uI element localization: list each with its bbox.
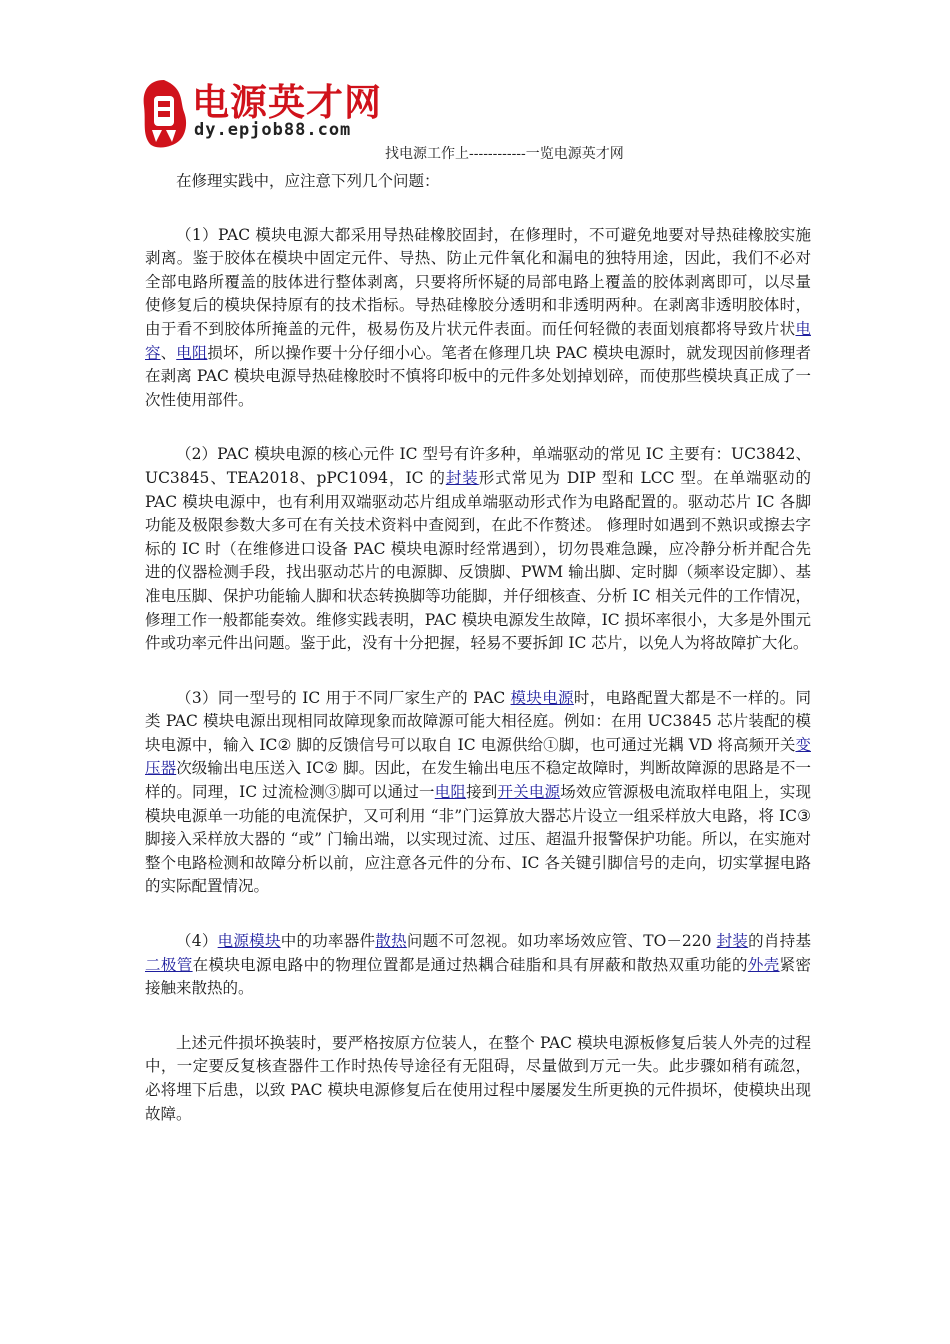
- link-switching-power[interactable]: 开关电源: [497, 783, 561, 802]
- link-module-power[interactable]: 模块电源: [510, 688, 574, 707]
- text-span: 场效应管源极电流取样电阻上，实现模块电源单一功能的电流保护，又可利用 “非”门运算放大器芯片设立一组采样放大电路，将 IC③ 脚接入采样放大器的 “或” 门输出端，以实现过流、过压、超温升报警保护功能。所以，在实施对整个电路检测和故障分析以前，应注意各元件的分布、IC 各关键引脚信号的走向，切实掌握电路的实际配置情况。: [145, 783, 811, 896]
- text-span: 的肖持基: [748, 932, 811, 951]
- text-span: 形式常见为 DIP 型和 LCC 型。在单端驱动的 PAC 模块电源中，也有利用双端驱动芯片组成单端驱动形式作为电路配置的。驱动芯片 IC 各脚功能及极限参数大多可在有关技术资料中查阅到，在此不作赘述。 修理时如遇到不熟识或擦去字标的 IC 时（在维修进口设备 PAC 模块电源时经常遇到），切勿畏难急躁，应冷静分析并配合先进的仪器检测手段，找出驱动芯片的电源脚、反馈脚、PWM 输出脚、定时脚（频率设定脚）、基准电压脚、保护功能输人脚和状态转换脚等功能脚，并仔细核查、分析 IC 相关元件的工作情况，修理工作一般都能奏效。维修实践表明，PAC 模块电源发生故障，IC 损坏率很小，大多是外围元件或功率元件出问题。鉴于此，没有十分把握，轻易不要拆卸 IC 芯片，以免人为将故障扩大化。: [145, 468, 812, 653]
- text-span: 问题不可忽视。如功率场效应管、TO－220: [406, 932, 717, 951]
- paragraph-4: [145, 930, 811, 1001]
- link-capacitor[interactable]: 电容: [145, 319, 811, 362]
- logo-mark-icon: [138, 76, 190, 150]
- text-span: 紧密接触来散热的。: [145, 955, 811, 998]
- text-span: 中的功率器件: [280, 932, 376, 951]
- link-package[interactable]: 封装: [445, 468, 479, 487]
- link-package[interactable]: 封装: [716, 932, 749, 951]
- paragraph-3: [145, 687, 811, 899]
- paragraph-5: 上述元件损坏换装时，要严格按原方位装人，在整个 PAC 模块电源板修复后装人外壳的过程中，一定要反复核查器件工作时热传导途径有无阻碍，尽量做到万元一失。此步骤如稍有疏忽，必将埋下后患，以致 PAC 模块电源修复后在使用过程中屡屡发生所更换的元件损坏，使模块出现故障。: [145, 1033, 811, 1123]
- text-span: （2）PAC 模块电源的核心元件 IC 型号有许多种，单端驱动的常见 IC 主要有：UC3842、UC3845、TEA2018、pPC1094，IC 的: [145, 445, 811, 487]
- article-body: [145, 170, 811, 1157]
- link-power-module[interactable]: 电源模块: [217, 932, 281, 951]
- logo-text: 电源英才网: [192, 81, 382, 124]
- link-resistor[interactable]: 电阻: [176, 343, 208, 362]
- header-tagline: 找电源工作上------------一览电源英才网: [385, 146, 624, 162]
- text-span: 时，电路配置大都是不一样的。同类 PAC 模块电源出现相同故障现象而故障源可能大相径庭。例如：在用 UC3845 芯片装配的模块电源中，输入 IC② 脚的反馈信号可以取自 IC 电源供给①脚，也可通过光耦 VD 将高频开关: [145, 688, 811, 754]
- paragraph-1: [145, 224, 811, 413]
- link-enclosure[interactable]: 外壳: [747, 955, 780, 974]
- text-span: （4）: [176, 932, 218, 951]
- link-heat-dissipation[interactable]: 散热: [375, 932, 407, 951]
- link-transformer[interactable]: 变压器: [145, 735, 811, 778]
- link-diode[interactable]: 二极管: [145, 955, 193, 974]
- text-span: 接到: [466, 783, 498, 802]
- text-span: 损坏，所以操作要十分仔细小心。笔者在修理几块 PAC 模块电源时，就发现因前修理者在剥离 PAC 模块电源导热硅橡胶时不慎将印板中的元件多处划掉划碎，而使那些模块真正成了一次性使用部件。: [145, 343, 811, 409]
- logo-url: dy.epjob88.com: [194, 120, 352, 140]
- site-logo[interactable]: [138, 70, 398, 160]
- text-span: 次级输出电压送入 IC② 脚。因此，在发生输出电压不稳定故障时，判断故障源的思路是不一样的。同理，IC 过流检测③脚可以通过一: [145, 759, 811, 802]
- paragraph-2: [145, 443, 811, 655]
- text-span: 在模块电源电路中的物理位置都是通过热耦合硅脂和具有屏蔽和散热双重功能的: [192, 955, 748, 974]
- intro-paragraph: 在修理实践中，应注意下列几个问题：: [176, 172, 440, 190]
- text-span: （1）PAC 模块电源大都采用导热硅橡胶固封，在修理时，不可避免地要对导热硅橡胶实施剥离。鉴于胶体在模块中固定元件、导热、防止元件氧化和漏电的独特用途，因此，我们不必对全部电路所覆盖的肢体进行整体剥离，只要将所怀疑的局部电路上覆盖的胶体剥离即可，以尽量使修复后的模块保持原有的技术指标。导热硅橡胶分透明和非透明两种。在剥离非透明胶体时，由于看不到胶体所掩盖的元件，极易伤及片状元件表面。而任何轻微的表面划痕都将导致片状: [145, 225, 811, 338]
- link-resistor[interactable]: 电阻: [434, 783, 467, 802]
- text-span: 、: [160, 343, 177, 362]
- text-span: （3）同一型号的 IC 用于不同厂家生产的 PAC: [176, 688, 511, 707]
